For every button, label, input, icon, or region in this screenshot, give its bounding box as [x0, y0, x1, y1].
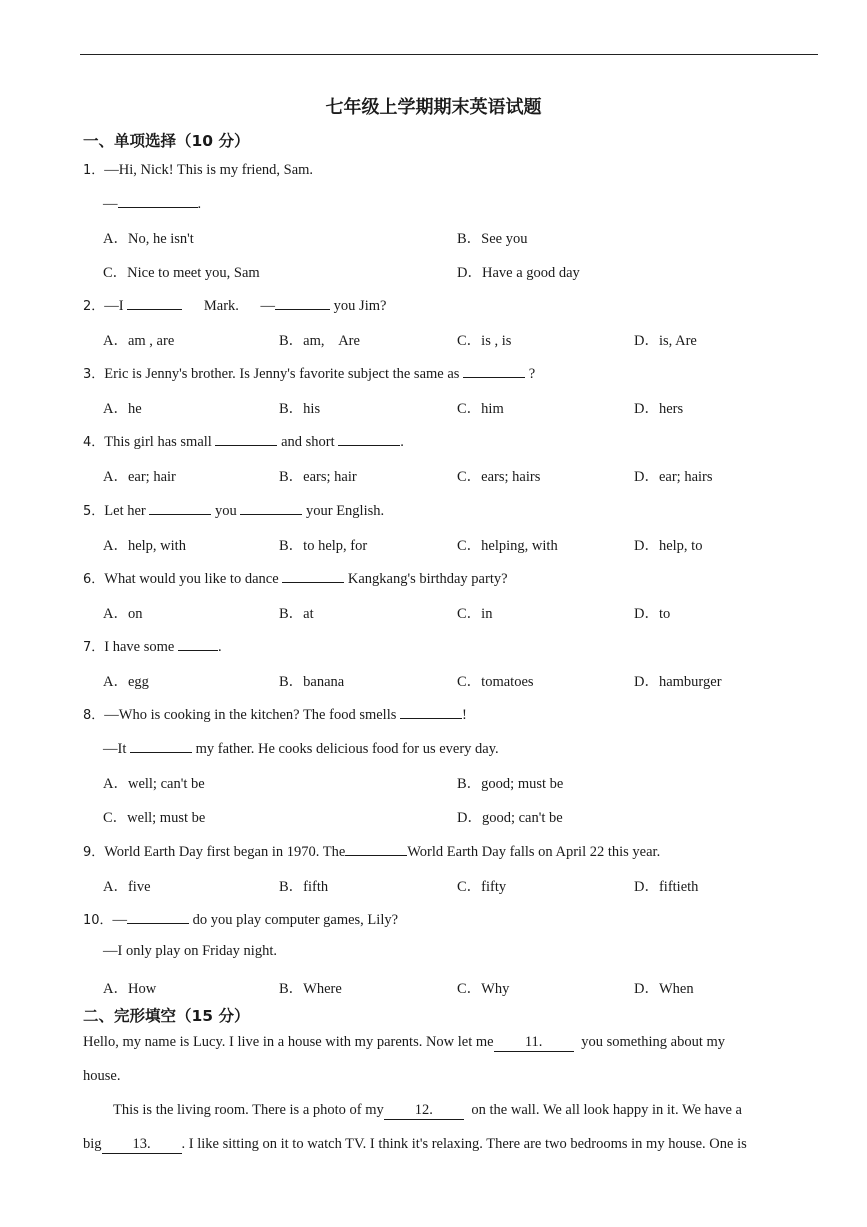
- answer-blank: [338, 431, 400, 446]
- option-7d: D．hamburger: [634, 674, 722, 690]
- answer-blank: [127, 295, 182, 310]
- option-1d: D．Have a good day: [457, 265, 580, 281]
- option-6c: C．in: [457, 606, 493, 622]
- option-3b: B．his: [279, 401, 321, 417]
- option-1c: C．Nice to meet you, Sam: [103, 265, 260, 281]
- option-9c: C．fifty: [457, 879, 507, 895]
- option-8b: B．good; must be: [457, 776, 564, 792]
- answer-blank: [345, 841, 407, 856]
- option-8c: C．well; must be: [103, 810, 206, 826]
- passage-line-3: This is the living room. There is a photo of my 12. on the wall. We all look happy in it. We have a: [113, 1102, 742, 1118]
- answer-blank: [178, 636, 218, 651]
- answer-blank: [149, 500, 211, 515]
- option-10c: C．Why: [457, 981, 510, 997]
- answer-blank: [275, 295, 330, 310]
- option-4a: A．ear; hair: [103, 469, 176, 485]
- option-7b: B．banana: [279, 674, 345, 690]
- option-2a: A．am , are: [103, 333, 175, 349]
- cloze-blank-12: 12.: [384, 1102, 464, 1120]
- answer-blank: [127, 909, 189, 924]
- question-3: 3．Eric is Jenny's brother. Is Jenny's favorite subject the same as ?: [83, 363, 535, 383]
- option-8a: A．well; can't be: [103, 776, 205, 792]
- question-8: 8．—Who is cooking in the kitchen? The food smells !: [83, 704, 467, 724]
- header-rule: [80, 54, 818, 55]
- answer-blank: [463, 363, 525, 378]
- passage-line-4: big 13. . I like sitting on it to watch TV. I think it's relaxing. There are two bedrooms in my house. One is: [83, 1136, 747, 1152]
- page-title: 七年级上学期期末英语试题: [325, 97, 542, 118]
- answer-blank: [282, 568, 344, 583]
- question-8-reply: —It my father. He cooks delicious food for us every day.: [103, 738, 499, 758]
- option-2d: D．is, Are: [634, 333, 697, 349]
- option-5b: B．to help, for: [279, 538, 368, 554]
- question-10: 10．— do you play computer games, Lily?: [83, 909, 398, 929]
- option-4d: D．ear; hairs: [634, 469, 713, 485]
- option-10d: D．When: [634, 981, 694, 997]
- question-1-reply: — .: [103, 193, 201, 213]
- answer-blank: [400, 704, 462, 719]
- option-7c: C．tomatoes: [457, 674, 534, 690]
- answer-blank: [118, 193, 198, 208]
- question-4: 4．This girl has small and short .: [83, 431, 404, 451]
- option-3d: D．hers: [634, 401, 684, 417]
- option-4b: B．ears; hair: [279, 469, 357, 485]
- option-10a: A．How: [103, 981, 157, 997]
- answer-blank: [130, 738, 192, 753]
- option-6a: A．on: [103, 606, 143, 622]
- answer-blank: [215, 431, 277, 446]
- passage-line-2: house.: [83, 1068, 121, 1084]
- option-2c: C．is , is: [457, 333, 512, 349]
- cloze-blank-11: 11.: [494, 1034, 574, 1052]
- question-7: 7．I have some .: [83, 636, 222, 656]
- passage-line-1: Hello, my name is Lucy. I live in a house with my parents. Now let me 11. you something about my: [83, 1034, 726, 1050]
- question-2: 2．—I Mark. — you Jim?: [83, 295, 386, 315]
- question-6: 6．What would you like to dance Kangkang's birthday party?: [83, 568, 508, 588]
- option-1a: A．No, he isn't: [103, 231, 194, 247]
- option-1b: B．See you: [457, 231, 528, 247]
- option-7a: A．egg: [103, 674, 149, 690]
- option-3c: C．him: [457, 401, 504, 417]
- option-6d: D．to: [634, 606, 671, 622]
- option-6b: B．at: [279, 606, 314, 622]
- option-2b: B．am, Are: [279, 333, 360, 349]
- section-heading-multiple-choice: 一、单项选择（10 分）: [83, 132, 250, 150]
- option-5d: D．help, to: [634, 538, 703, 554]
- question-9: 9．World Earth Day first began in 1970. The World Earth Day falls on April 22 this year.: [83, 841, 660, 861]
- answer-blank: [240, 500, 302, 515]
- option-9d: D．fiftieth: [634, 879, 699, 895]
- option-9b: B．fifth: [279, 879, 329, 895]
- question-1: 1．—Hi, Nick! This is my friend, Sam.: [83, 162, 314, 178]
- option-8d: D．good; can't be: [457, 810, 563, 826]
- question-5: 5．Let her you your English.: [83, 500, 384, 520]
- option-9a: A．five: [103, 879, 151, 895]
- option-10b: B．Where: [279, 981, 342, 997]
- option-5c: C．helping, with: [457, 538, 558, 554]
- section-heading-cloze: 二、完形填空（15 分）: [83, 1007, 250, 1025]
- option-3a: A．he: [103, 401, 142, 417]
- cloze-blank-13: 13.: [102, 1136, 182, 1154]
- question-10-reply: —I only play on Friday night.: [103, 943, 277, 959]
- option-5a: A．help, with: [103, 538, 186, 554]
- option-4c: C．ears; hairs: [457, 469, 541, 485]
